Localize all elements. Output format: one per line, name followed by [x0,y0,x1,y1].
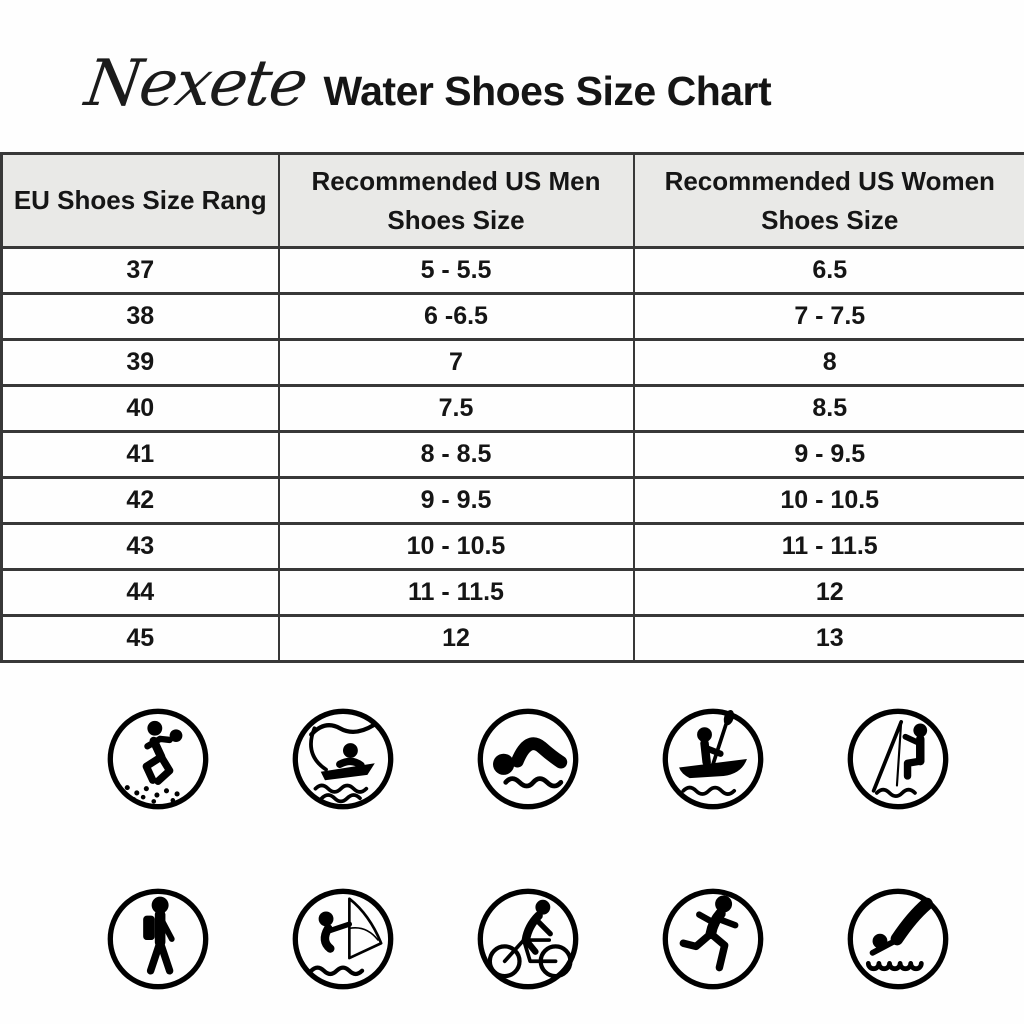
header-us-women [634,154,1024,248]
header-eu-size-label: EU Shoes Size Rang [13,185,267,215]
cell-women: 12 [634,570,1024,616]
page-title-text: Water Shoes Size Chart [323,68,772,114]
cell-eu: 45 [2,616,279,662]
cell-men: 12 [279,616,634,662]
size-chart-table [0,152,1024,663]
header-us-women-line1: Recommended US Women [664,165,995,196]
cycling-icon [475,886,581,992]
cell-men: 7.5 [279,386,634,432]
table-row [2,478,1024,524]
cell-men: 5 - 5.5 [279,248,634,294]
header-us-men [279,154,634,248]
table-header-row [2,154,1024,248]
cell-men: 11 - 11.5 [279,570,634,616]
diving-icon [845,886,951,992]
beach-volleyball-icon [105,706,211,812]
table-row [2,340,1024,386]
table-row [2,432,1024,478]
header-us-women-line2: Shoes Size [761,204,899,235]
windsurfing-icon [290,886,396,992]
cell-women: 6.5 [634,248,1024,294]
cell-women: 8 [634,340,1024,386]
table-row [2,570,1024,616]
table-row [2,616,1024,662]
cell-eu: 43 [2,524,279,570]
activity-icons-row-2 [0,886,1024,992]
activity-icons-row-1 [0,706,1024,812]
cell-eu: 37 [2,248,279,294]
cell-men: 10 - 10.5 [279,524,634,570]
cell-eu: 38 [2,294,279,340]
cell-men: 9 - 9.5 [279,478,634,524]
page-title [80,47,772,121]
surfing-icon [290,706,396,812]
cell-men: 7 [279,340,634,386]
header-us-men-line2: Shoes Size [387,204,525,235]
table-row [2,294,1024,340]
cell-women: 7 - 7.5 [634,294,1024,340]
cell-eu: 41 [2,432,279,478]
brand-logo-text: Nexete [80,47,311,121]
cell-women: 13 [634,616,1024,662]
running-icon [660,886,766,992]
fishing-icon [845,706,951,812]
cell-men: 6 -6.5 [279,294,634,340]
cell-women: 11 - 11.5 [634,524,1024,570]
cell-women: 9 - 9.5 [634,432,1024,478]
table-row [2,386,1024,432]
swimming-icon [475,706,581,812]
hiking-icon [105,886,211,992]
header-eu-size [2,154,279,248]
cell-eu: 40 [2,386,279,432]
kayaking-icon [660,706,766,812]
cell-women: 10 - 10.5 [634,478,1024,524]
header-us-men-line1: Recommended US Men [311,165,601,196]
cell-eu: 44 [2,570,279,616]
table-row [2,248,1024,294]
cell-eu: 39 [2,340,279,386]
table-row [2,524,1024,570]
cell-men: 8 - 8.5 [279,432,634,478]
cell-eu: 42 [2,478,279,524]
cell-women: 8.5 [634,386,1024,432]
